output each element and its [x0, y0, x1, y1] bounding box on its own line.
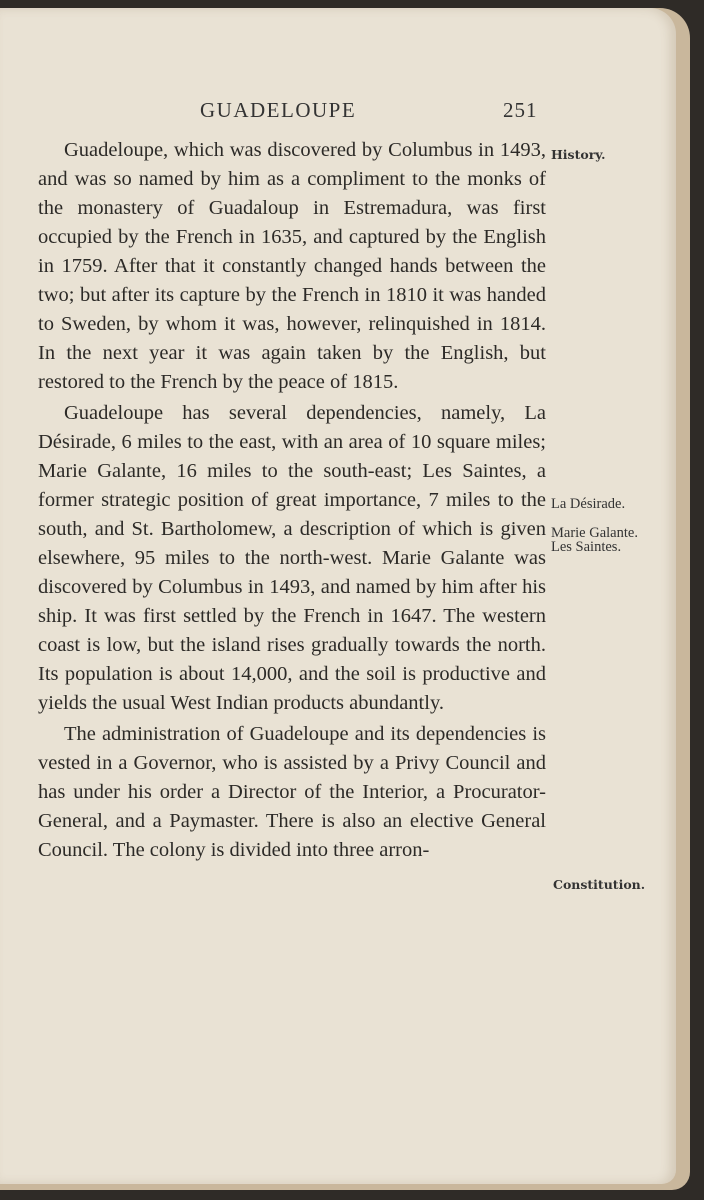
paragraph-dependencies: Guadeloupe has several dependencies, namely, La Désirade, 6 miles to the east, with an area of 10 square miles; Marie Galante, 16 miles to the south-east; Les Saintes, a former strategic position of great importance, 7 miles to the south, and St. Bartholomew, a description of which is given elsewhere, 95 miles to the north-west. Marie Galante was discovered by Columbus in 1493, and named by him after his ship. It was first settled by the French in 1647. The western coast is low, but the island rises gradually towards the north. Its population is about 14,000, and the soil is productive and yields the usual West Indian products abundantly. — [38, 402, 546, 714]
paragraph-constitution: The administration of Guadeloupe and its dependencies is vested in a Governor, who is assisted by a Privy Council and has under his order a Director of the Interior, a Procurator-General, and a Paymaster. There is also an elective General Council. The colony is divided into three arron- — [38, 723, 546, 861]
page-title: GUADELOUPE — [200, 98, 357, 122]
page-number: 251 — [503, 98, 538, 122]
margin-note-marie-galante-text: Marie Galante. — [551, 525, 638, 541]
margin-note-les-saintes: Les Saintes. — [551, 539, 622, 555]
book-page — [0, 8, 676, 1184]
body-text — [38, 136, 546, 865]
margin-note-history: History. — [551, 147, 606, 162]
running-head — [0, 98, 676, 128]
paragraph-history: Guadeloupe, which was discovered by Columbus in 1493, and was so named by him as a compliment to the monks of the monastery of Guadaloup in Estremadura, was first occupied by the French in 1635, and captured by the English in 1759. After that it constantly changed hands between the two; but after its capture by the French in 1810 it was handed to Sweden, by whom it was, however, relinquished in 1814. In the next year it was again taken by the English, but restored to the French by the peace of 1815. — [38, 139, 546, 393]
margin-note-constitution: Constitution. — [553, 877, 646, 892]
margin-note-marie-galante — [551, 526, 661, 554]
margin-note-la-desirade: La Désirade. — [551, 496, 626, 512]
